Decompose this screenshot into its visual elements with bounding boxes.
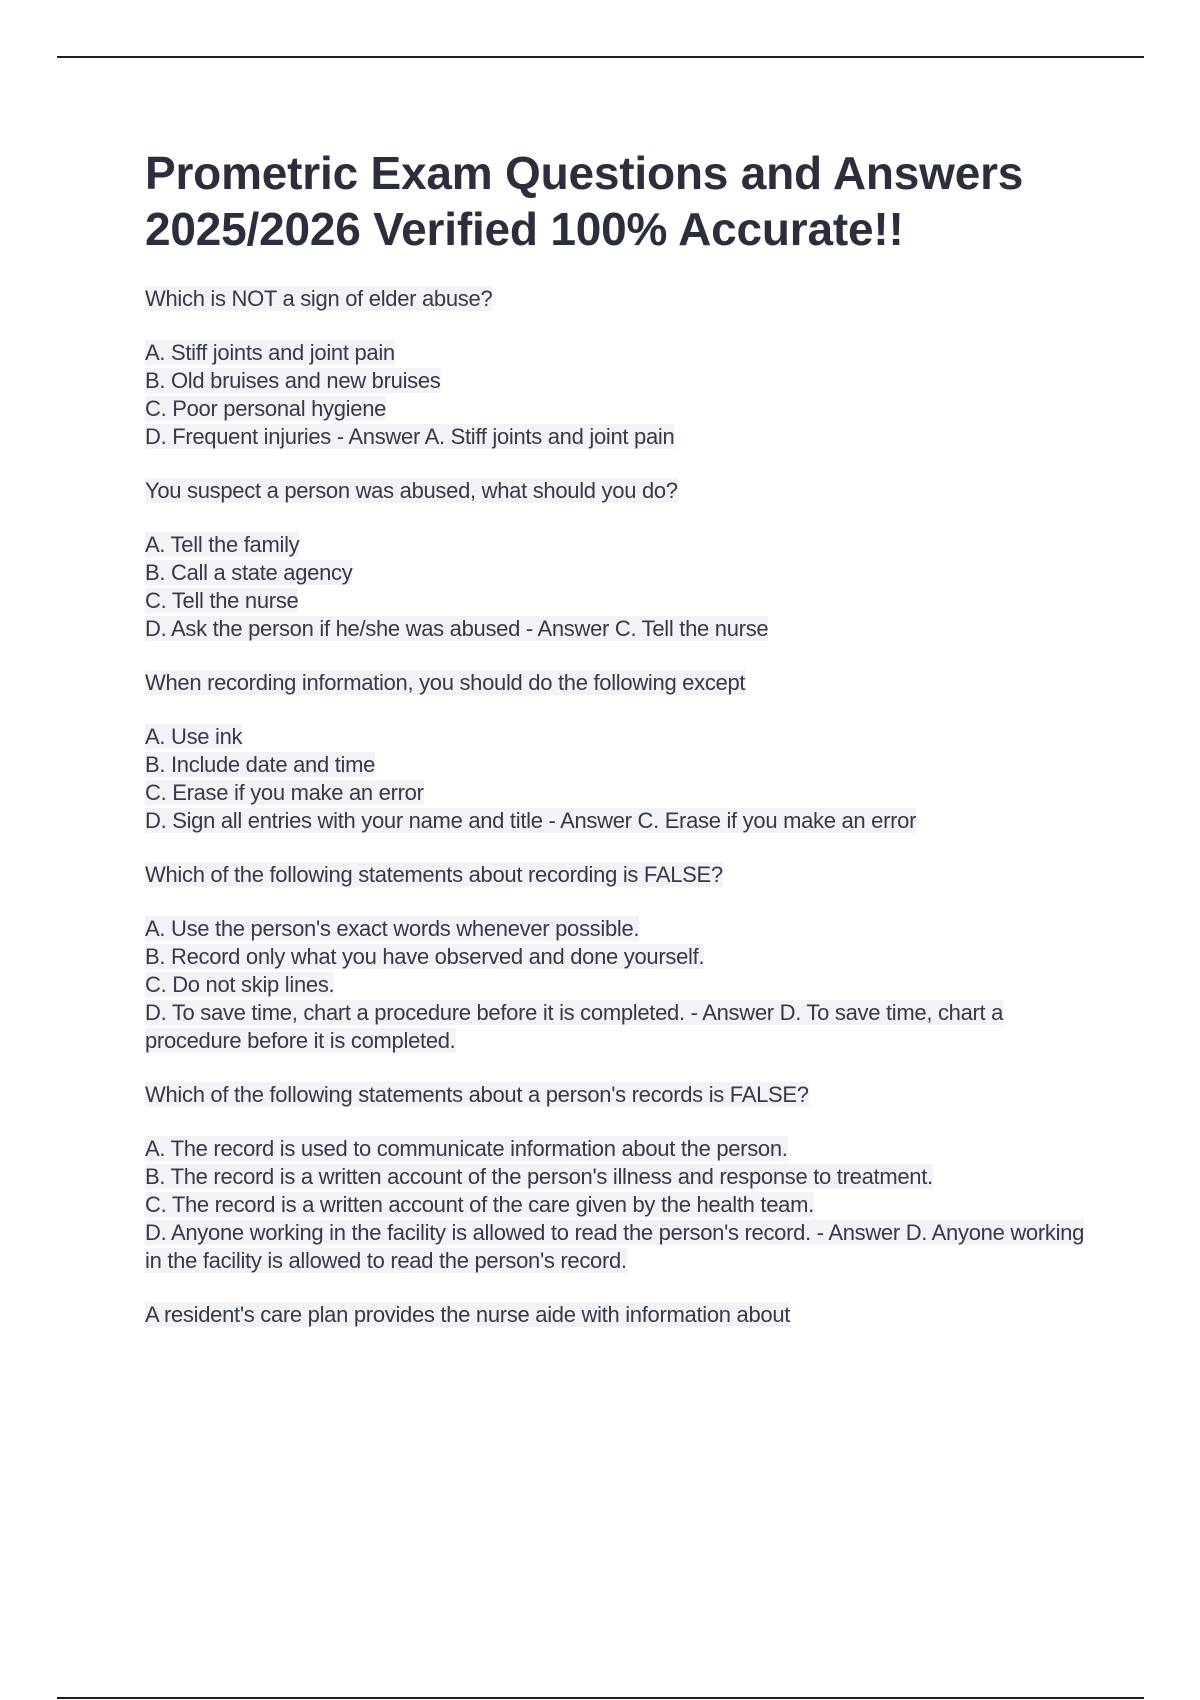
option-d-with-answer: D. Ask the person if he/she was abused - Answer C. Tell the nurse (145, 616, 769, 641)
option-d-with-answer: D. To save time, chart a procedure before it is completed. - Answer D. To save time, chart a procedure before it is completed. (145, 1000, 1004, 1053)
document-body (145, 145, 1090, 1355)
option-b: B. Call a state agency (145, 560, 353, 585)
option-c: C. The record is a written account of the care given by the health team. (145, 1192, 814, 1217)
option-d-with-answer: D. Anyone working in the facility is allowed to read the person's record. - Answer D. Anyone working in the facility is allowed to read the person's record. (145, 1220, 1085, 1273)
question-text: When recording information, you should do the following except (145, 670, 746, 695)
option-b: B. The record is a written account of the person's illness and response to treatment. (145, 1164, 933, 1189)
option-b: B. Include date and time (145, 752, 376, 777)
option-a: A. Use the person's exact words whenever possible. (145, 916, 640, 941)
option-a: A. Stiff joints and joint pain (145, 340, 395, 365)
option-c: C. Do not skip lines. (145, 972, 335, 997)
option-b: B. Record only what you have observed and done yourself. (145, 944, 705, 969)
qa-block-3 (145, 669, 1090, 835)
option-b: B. Old bruises and new bruises (145, 368, 441, 393)
option-a: A. The record is used to communicate information about the person. (145, 1136, 788, 1161)
option-a: A. Use ink (145, 724, 243, 749)
option-a: A. Tell the family (145, 532, 300, 557)
bottom-rule (57, 1697, 1144, 1699)
qa-block-4 (145, 861, 1090, 1055)
question-text: Which of the following statements about a person's records is FALSE? (145, 1082, 809, 1107)
top-rule (57, 56, 1144, 58)
question-text: Which of the following statements about recording is FALSE? (145, 862, 723, 887)
option-c: C. Erase if you make an error (145, 780, 424, 805)
qa-block-6 (145, 1301, 1090, 1329)
qa-block-1 (145, 285, 1090, 451)
document-title: Prometric Exam Questions and Answers 2025/2026 Verified 100% Accurate!! (145, 147, 1024, 255)
question-text: You suspect a person was abused, what should you do? (145, 478, 678, 503)
option-c: C. Tell the nurse (145, 588, 299, 613)
option-d-with-answer: D. Sign all entries with your name and title - Answer C. Erase if you make an error (145, 808, 917, 833)
question-text: Which is NOT a sign of elder abuse? (145, 286, 493, 311)
question-text: A resident's care plan provides the nurse aide with information about (145, 1302, 791, 1327)
option-d-with-answer: D. Frequent injuries - Answer A. Stiff joints and joint pain (145, 424, 675, 449)
option-c: C. Poor personal hygiene (145, 396, 387, 421)
qa-block-2 (145, 477, 1090, 643)
qa-block-5 (145, 1081, 1090, 1275)
